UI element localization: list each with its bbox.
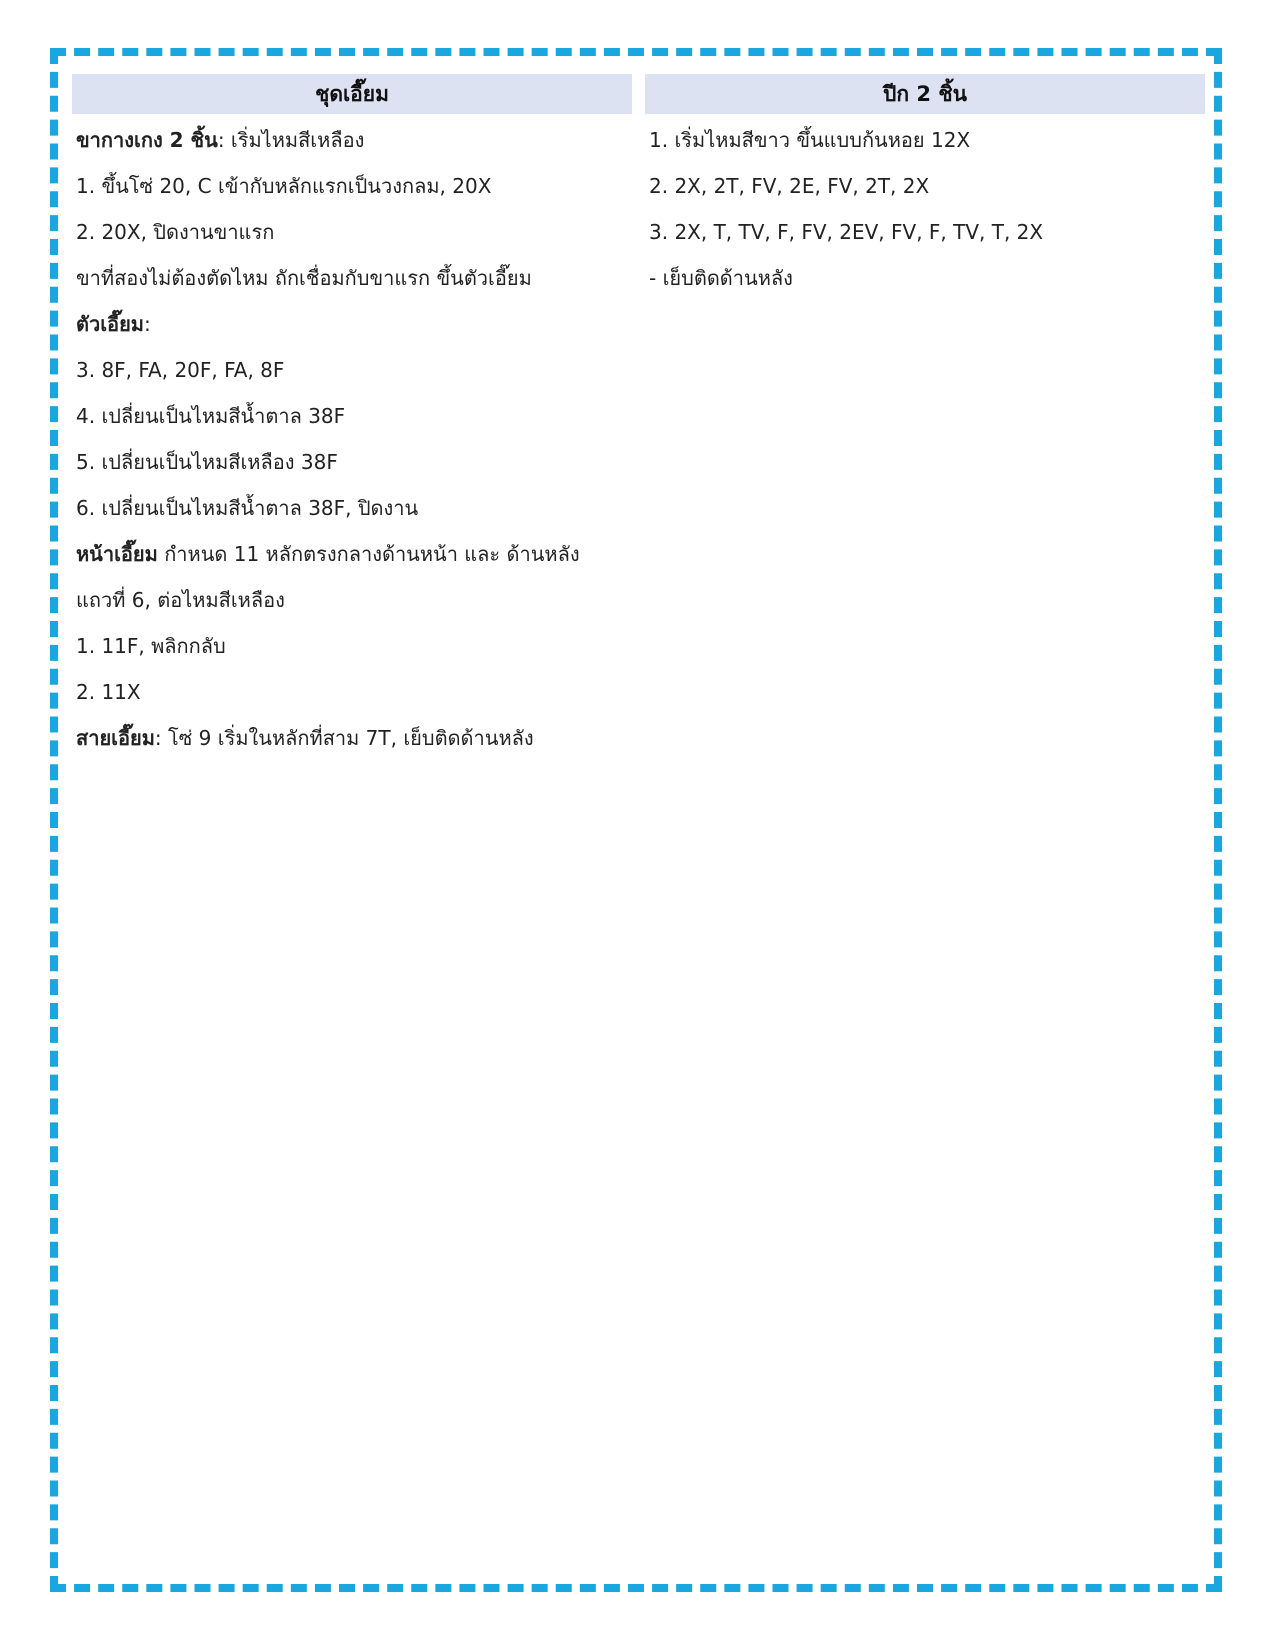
strap-subtitle: : โซ่ 9 เริ่มในหลักที่สาม 7T, เย็บติดด้านหลัง (154, 726, 534, 750)
bib-step: 1. 11F, พลิกกลับ (76, 634, 226, 658)
strap-title: สายเอี๊ยม (76, 726, 155, 750)
pants-title: ขากางเกง 2 ชิ้น (76, 128, 218, 152)
right-column (645, 74, 1205, 301)
body-step: 4. เปลี่ยนเป็นไหมสีน้ำตาล 38F (76, 404, 346, 428)
right-column-header: ปีก 2 ชิ้น (645, 74, 1205, 114)
wing-step: 2. 2X, 2T, FV, 2E, FV, 2T, 2X (649, 174, 930, 198)
wing-step: - เย็บติดด้านหลัง (649, 266, 793, 290)
body-step: 6. เปลี่ยนเป็นไหมสีน้ำตาล 38F, ปิดงาน (76, 496, 419, 520)
left-column-content (72, 114, 632, 761)
body-section-heading (76, 301, 632, 347)
bib-step: 2. 11X (76, 680, 141, 704)
pants-step: 1. ขึ้นโซ่ 20, C เข้ากับหลักแรกเป็นวงกลม, 20X (76, 174, 492, 198)
bib-step: แถวที่ 6, ต่อไหมสีเหลือง (76, 588, 285, 612)
wing-step: 3. 2X, T, TV, F, FV, 2EV, FV, F, TV, T, 2X (649, 220, 1044, 244)
bib-title: หน้าเอี๊ยม (76, 542, 158, 566)
left-column (72, 74, 632, 761)
body-step: 5. เปลี่ยนเป็นไหมสีเหลือง 38F (76, 450, 338, 474)
strap-section-heading (76, 715, 632, 761)
body-title: ตัวเอี๊ยม (76, 312, 144, 336)
body-step: 3. 8F, FA, 20F, FA, 8F (76, 358, 285, 382)
left-column-header: ชุดเอี๊ยม (72, 74, 632, 114)
pants-step: ขาที่สองไม่ต้องตัดไหม ถักเชื่อมกับขาแรก ขึ้นตัวเอี๊ยม (76, 266, 532, 290)
wing-step: 1. เริ่มไหมสีขาว ขึ้นแบบก้นหอย 12X (649, 128, 971, 152)
bib-section-heading (76, 531, 632, 577)
body-subtitle: : (143, 312, 151, 336)
pants-section-heading (76, 117, 632, 163)
right-column-content (645, 114, 1205, 301)
bib-subtitle: กำหนด 11 หลักตรงกลางด้านหน้า และ ด้านหลัง (157, 542, 580, 566)
pants-subtitle: : เริ่มไหมสีเหลือง (217, 128, 365, 152)
pants-step: 2. 20X, ปิดงานขาแรก (76, 220, 275, 244)
